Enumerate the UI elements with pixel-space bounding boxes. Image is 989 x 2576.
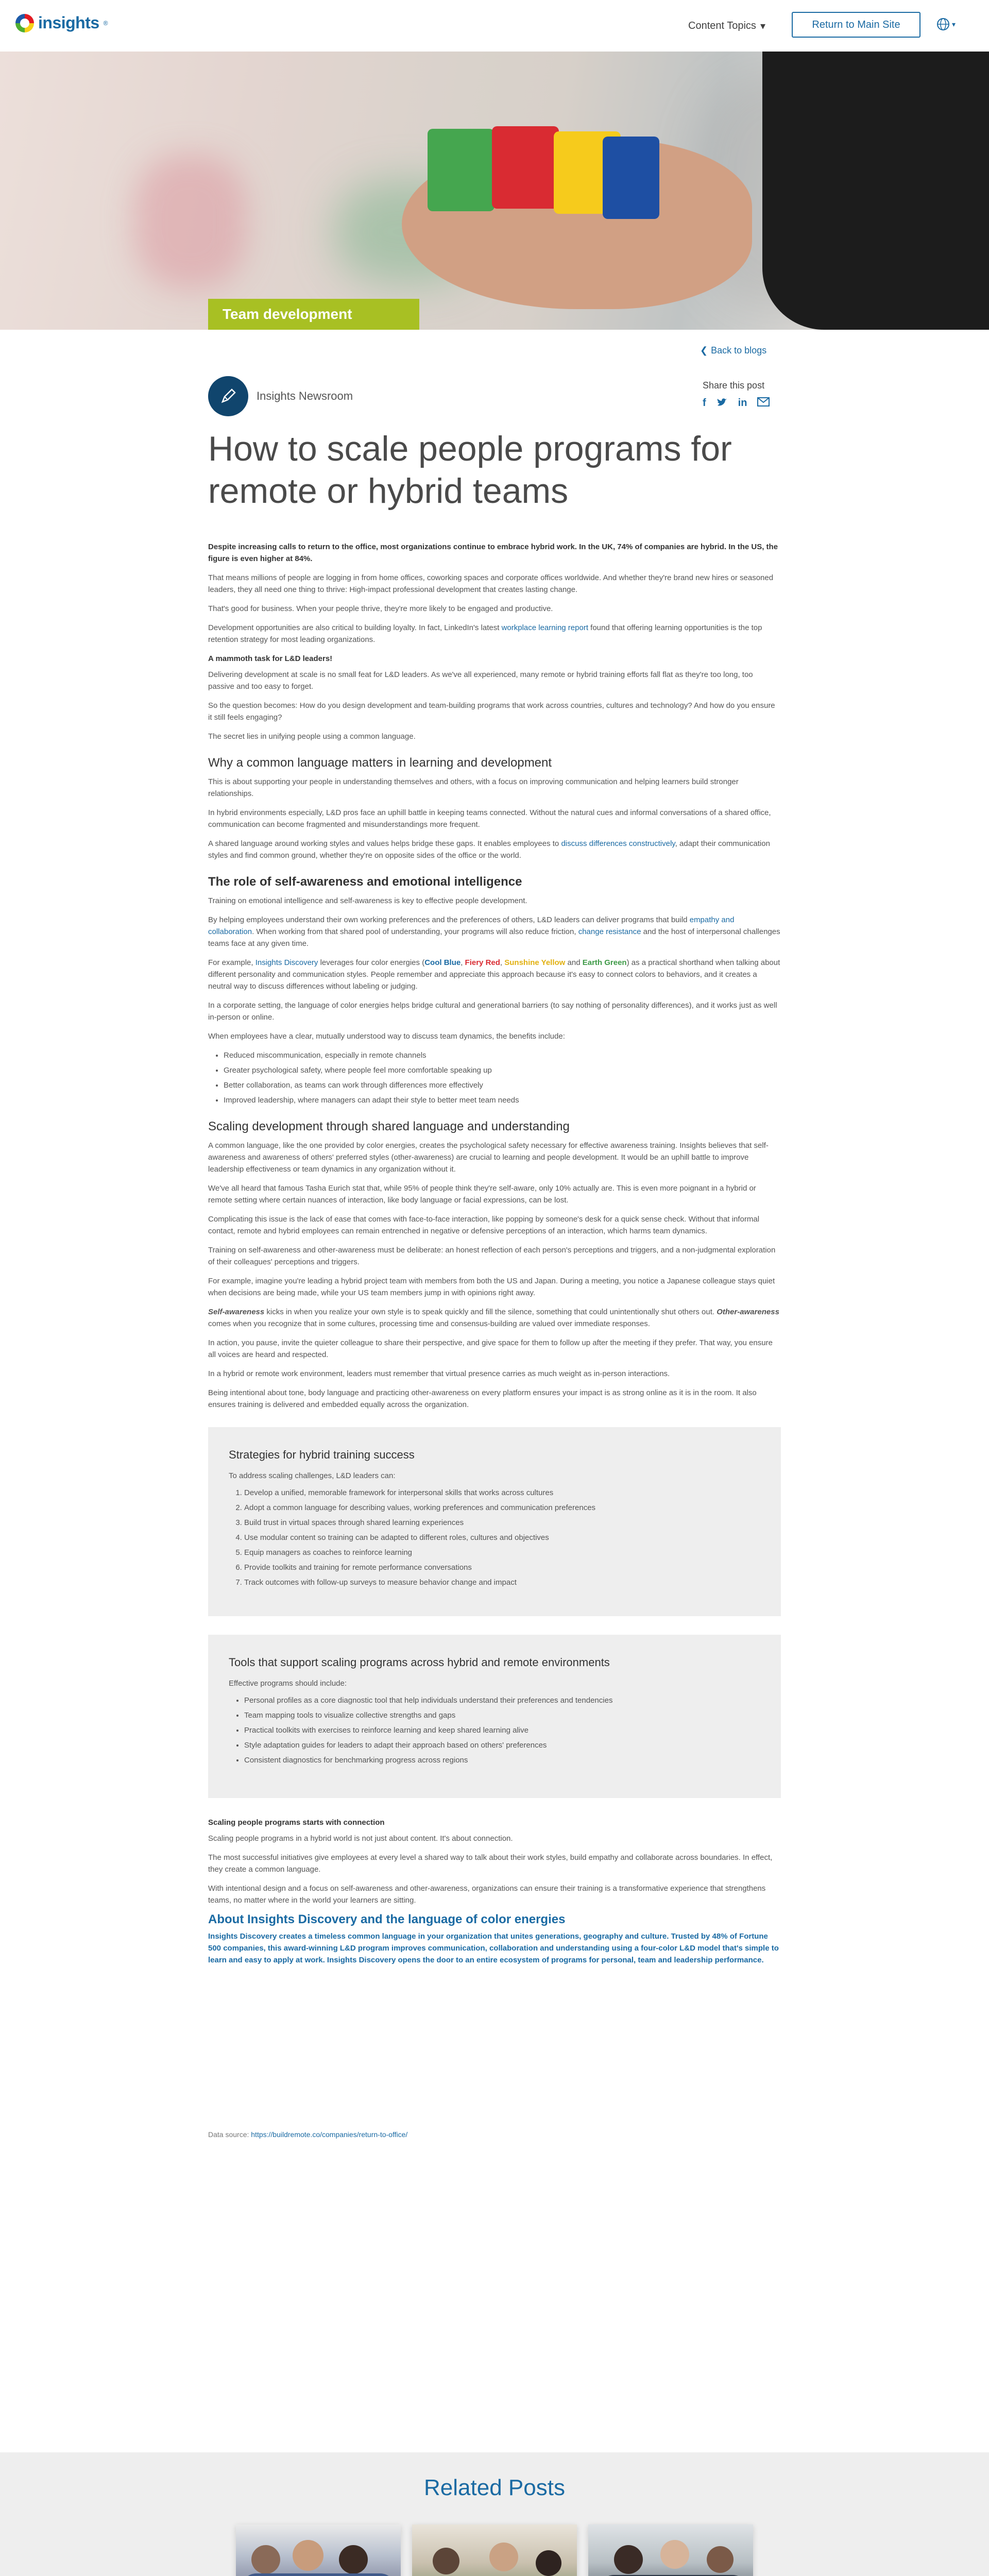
paragraph: Self-awareness kicks in when you realize your own style is to speak quickly and fill the silence, something that could unintentionally shut others out. Other-awareness comes when you recognize that in some cultures, processing time and consensus-building are valued over immediate responses. xyxy=(208,1308,779,1328)
linkedin-icon[interactable]: in xyxy=(738,397,747,409)
related-posts xyxy=(0,2452,989,2576)
paragraph: Training on emotional intelligence and self-awareness is key to effective people development. xyxy=(208,896,527,905)
facebook-icon[interactable]: f xyxy=(703,397,706,409)
logo-text: insights xyxy=(38,13,99,32)
list-item: • Improved leadership, where managers can adapt their style to better meet team needs xyxy=(224,1094,781,1106)
article-body xyxy=(208,541,781,2148)
list-item: • Reduced miscommunication, especially in remote channels xyxy=(224,1049,781,1061)
paragraph: In a hybrid or remote work environment, leaders must remember that virtual presence carries as much weight as in-person interactions. xyxy=(208,1369,670,1378)
subheading: Scaling people programs starts with connection xyxy=(208,1818,385,1827)
paragraph: In hybrid environments especially, L&D pros face an uphill battle in keeping teams connected. Without the natural cues and informal conversations of a shared office, communication can become fragmented and misunderstandings more frequent. xyxy=(208,808,771,829)
list-item: 2. Adopt a common language for describing values, working preferences and communication preferences xyxy=(244,1502,750,1514)
green-cube xyxy=(428,129,494,211)
paragraph: A shared language around working styles and values helps bridge these gaps. It enables employees to discuss differences constructively, adapt their communication styles and find common ground, whether they're on opposite sides of the office or the world. xyxy=(208,839,770,860)
tools-box xyxy=(208,1635,781,1798)
content-topics-menu[interactable] xyxy=(688,20,765,32)
card-image xyxy=(588,2524,753,2576)
discuss-differences-link[interactable]: discuss differences constructively xyxy=(561,839,675,848)
pen-icon xyxy=(218,386,238,406)
section-heading: Why a common language matters in learning and development xyxy=(208,756,552,770)
empathy-collaboration-link[interactable]: empathy and collaboration xyxy=(208,916,735,936)
paragraph: That's good for business. When your people thrive, they're more likely to be engaged and productive. xyxy=(208,604,553,613)
sleeve-shape xyxy=(762,52,989,330)
back-to-blogs-link[interactable] xyxy=(700,345,766,356)
share-label: Share this post xyxy=(703,380,765,391)
box-title: Tools that support scaling programs across hybrid and remote environments xyxy=(229,1656,610,1669)
article-title: How to scale people programs for remote or hybrid teams xyxy=(208,429,732,511)
change-resistance-link[interactable]: change resistance xyxy=(578,927,641,936)
insights-logo[interactable] xyxy=(15,13,108,32)
chevron-down-icon: ▾ xyxy=(952,20,956,28)
twitter-icon[interactable] xyxy=(717,397,728,408)
paragraph: Being intentional about tone, body language and practicing other-awareness on every platform ensures your impact is as strong online as it is in the room. It also ensures training is delivered and embedded equally across the organization. xyxy=(208,1388,757,1409)
box-intro: To address scaling challenges, L&D leaders can: xyxy=(229,1471,396,1480)
paragraph: Training on self-awareness and other-awareness must be deliberate: an honest reflection of each person's perceptions and triggers, and a non-judgmental exploration of their colleagues' perceptions and triggers. xyxy=(208,1246,776,1266)
red-cube xyxy=(492,126,559,209)
paragraph: For example, imagine you're leading a hybrid project team with members from both the US and Japan. During a meeting, you notice a Japanese colleague stays quiet when decisions are being made, while your US team members jump in with opinions right away. xyxy=(208,1277,775,1297)
paragraph: In action, you pause, invite the quieter colleague to share their perspective, and give space for them to follow up after the meeting if they prefer. That way, you ensure all voices are heard and respected. xyxy=(208,1338,773,1359)
section-heading: The role of self-awareness and emotional intelligence xyxy=(208,875,522,889)
card-image xyxy=(412,2524,577,2576)
related-card[interactable] xyxy=(588,2524,753,2576)
paragraph: A common language, like the one provided by color energies, creates the psychological safety necessary for effective awareness training. Insights believes that self-awareness and awareness of others' preferred styles (other-awareness) are crucial to learning and people development. It would be an uphill battle to improve leadership effectiveness or team dynamics in any organization without it. xyxy=(208,1141,769,1174)
share-icons xyxy=(703,397,770,409)
related-posts-title: Related Posts xyxy=(424,2475,565,2500)
box-title: Strategies for hybrid training success xyxy=(229,1448,415,1461)
list-item: 7. Track outcomes with follow-up surveys to measure behavior change and impact xyxy=(244,1577,750,1588)
list-item: 4. Use modular content so training can be adapted to different roles, cultures and objectives xyxy=(244,1532,750,1544)
list-item: • Team mapping tools to visualize collective strengths and gaps xyxy=(244,1709,750,1721)
list-item: • Personal profiles as a core diagnostic tool that help individuals understand their preferences and tendencies xyxy=(244,1694,750,1706)
category-tag[interactable]: Team development xyxy=(208,299,419,330)
strategies-box xyxy=(208,1427,781,1616)
return-to-main-site-button[interactable]: Return to Main Site xyxy=(792,12,920,38)
paragraph: When employees have a clear, mutually understood way to discuss team dynamics, the benefits include: xyxy=(208,1032,565,1041)
paragraph: Development opportunities are also critical to building loyalty. In fact, LinkedIn's latest workplace learning report found that offering learning opportunities is the top retention strategy for most leading organizations. xyxy=(208,623,762,644)
intro-paragraph: Despite increasing calls to return to the office, most organizations continue to embrace hybrid work. In the UK, 74% of companies are hybrid. In the US, the figure is even higher at 84%. xyxy=(208,543,778,563)
list-item: • Greater psychological safety, where people feel more comfortable speaking up xyxy=(224,1064,781,1076)
data-source-link[interactable]: https://buildremote.co/companies/return-to-office/ xyxy=(251,2130,408,2139)
paragraph: The most successful initiatives give employees at every level a shared way to talk about their work styles, build empathy and collaborate across boundaries. In effect, they create a common language. xyxy=(208,1853,773,1874)
chevron-down-icon: ▾ xyxy=(760,21,765,32)
tools-list xyxy=(244,1694,750,1766)
globe-icon xyxy=(936,18,950,31)
list-item: • Consistent diagnostics for benchmarking progress across regions xyxy=(244,1754,750,1766)
about-text: Insights Discovery creates a timeless common language in your organization that unites generations, geography and culture. Trusted by 48% of Fortune 500 companies, this award-winning L&D program improves communication, collaboration and understanding using a four-color L&D model that's simple to learn and easy to apply at work. Insights Discovery opens the door to an entire ecosystem of programs for personal, team and leadership performance. xyxy=(208,1932,779,1964)
paragraph: That means millions of people are logging in from home offices, coworking spaces and corporate offices worldwide. And whether they're brand new hires or seasoned leaders, they all need one thing to thrive: High-impact professional development that creates lasting change. xyxy=(208,573,774,594)
subheading: A mammoth task for L&D leaders! xyxy=(208,654,333,663)
paragraph: This is about supporting your people in understanding themselves and others, with a focus on improving communication and helping learners build stronger relationships. xyxy=(208,777,739,798)
blue-cube xyxy=(603,137,659,219)
paragraph: So the question becomes: How do you design development and team-building programs that work across countries, cultures and technology? And how do you ensure it still feels engaging? xyxy=(208,701,775,722)
paragraph: For example, Insights Discovery leverages four color energies (Cool Blue, Fiery Red, Sunshine Yellow and Earth Green) as a practical shorthand when talking about different personality and communication styles. People remember and appreciate this approach because it's easy to connect colors to behaviors, and it creates a neutral way to discuss differences without labeling or judging. xyxy=(208,958,780,991)
insights-logo-mark xyxy=(15,14,34,32)
logo-registered-mark: ® xyxy=(103,19,108,27)
related-card[interactable] xyxy=(412,2524,577,2576)
data-source: Data source: https://buildremote.co/companies/return-to-office/ xyxy=(208,2130,408,2139)
list-item: 1. Develop a unified, memorable framework for interpersonal skills that works across cultures xyxy=(244,1487,750,1499)
paragraph: Complicating this issue is the lack of ease that comes with face-to-face interaction, like popping by someone's desk for a quick sense check. Without that informal contact, remote and hybrid employees can remain entrenched in negative or defensive perceptions of an interaction, which harms team dynamics. xyxy=(208,1215,760,1235)
list-item: 3. Build trust in virtual spaces through shared learning experiences xyxy=(244,1517,750,1529)
list-item: 5. Equip managers as coaches to reinforce learning xyxy=(244,1547,750,1558)
language-selector[interactable] xyxy=(936,18,956,31)
paragraph: We've all heard that famous Tasha Eurich stat that, while 95% of people think they're self-aware, only 10% actually are. This is even more poignant in a hybrid or remote setting where certain nuances of interaction, like body language or facial expressions, can be lost. xyxy=(208,1184,756,1205)
workplace-learning-report-link[interactable]: workplace learning report xyxy=(501,623,588,632)
back-to-blogs-label: Back to blogs xyxy=(711,345,767,355)
site-header xyxy=(0,0,989,52)
paragraph: By helping employees understand their own working preferences and the preferences of others, L&D leaders can deliver programs that build empathy and collaboration. When working from that shared pool of understanding, your programs will also reduce friction, change resistance and the host of interpersonal challenges teams face at any given time. xyxy=(208,916,780,948)
author-block xyxy=(208,376,353,416)
paragraph: Delivering development at scale is no small feat for L&D leaders. As we've all experienced, many remote or hybrid training efforts fall flat as they're too long, too passive and too easy to forget. xyxy=(208,670,753,691)
chevron-left-icon: ❮ xyxy=(700,345,708,355)
paragraph: In a corporate setting, the language of color energies helps bridge cultural and generational barriers (to say nothing of personality differences), and it works just as well in-person or online. xyxy=(208,1001,777,1022)
box-intro: Effective programs should include: xyxy=(229,1679,347,1688)
about-title: About Insights Discovery and the language of color energies xyxy=(208,1912,566,1926)
avatar xyxy=(208,376,248,416)
insights-discovery-link[interactable]: Insights Discovery xyxy=(255,958,318,967)
benefits-list xyxy=(224,1049,781,1106)
strategies-list xyxy=(244,1487,750,1588)
list-item: • Practical toolkits with exercises to reinforce learning and keep shared learning alive xyxy=(244,1724,750,1736)
related-card[interactable] xyxy=(236,2524,401,2576)
hero-image xyxy=(0,52,989,330)
paragraph: Scaling people programs in a hybrid world is not just about content. It's about connection. xyxy=(208,1834,513,1843)
list-item: • Style adaptation guides for leaders to adapt their approach based on others' preferences xyxy=(244,1739,750,1751)
content-topics-label: Content Topics xyxy=(688,20,756,31)
share-block xyxy=(703,380,770,409)
paragraph: The secret lies in unifying people using a common language. xyxy=(208,732,416,741)
list-item: • Better collaboration, as teams can work through differences more effectively xyxy=(224,1079,781,1091)
author-name: Insights Newsroom xyxy=(257,389,353,402)
email-icon[interactable] xyxy=(757,397,770,406)
list-item: 6. Provide toolkits and training for remote performance conversations xyxy=(244,1562,750,1573)
about-section xyxy=(208,1913,781,1966)
paragraph: With intentional design and a focus on self-awareness and other-awareness, organizations can ensure their training is a transformative experience that strengthens teams, no matter where in the world your learners are sitting. xyxy=(208,1884,766,1905)
section-heading: Scaling development through shared language and understanding xyxy=(208,1120,570,1133)
card-image xyxy=(236,2524,401,2576)
